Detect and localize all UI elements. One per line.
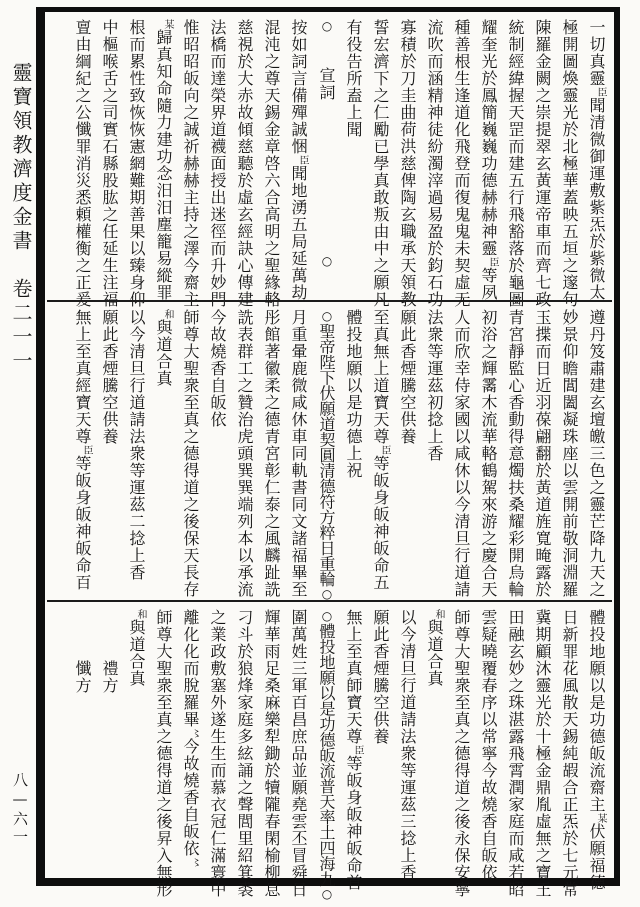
column-text: 聖帝陛下伏願道契圓清德符方粹日重輪 bbox=[317, 323, 336, 587]
text-column bbox=[340, 309, 367, 598]
text-column bbox=[475, 19, 502, 301]
column-text: 惟昭昭皈向之誠祈赫赫主持之澤今齋主 bbox=[181, 19, 200, 308]
column-text: 師尊大聖衆至真之德得道之後保天長存 bbox=[181, 309, 200, 598]
column-text: 宣詞 bbox=[317, 33, 336, 254]
column-text: 至真無上道寶天尊 bbox=[371, 309, 390, 445]
label-chan-fang bbox=[69, 609, 96, 901]
text-column bbox=[177, 19, 204, 308]
text-column bbox=[367, 19, 394, 308]
text-column bbox=[177, 309, 204, 598]
column-text: 聞清微御運敷紫炁於紫微太 bbox=[587, 97, 606, 301]
column-text: 無上至真經寶天尊 bbox=[73, 309, 92, 445]
text-column bbox=[231, 19, 258, 308]
column-text: 冀期顧沐靈光於十極金鼎胤虛無之寶王 bbox=[533, 609, 552, 898]
text-column bbox=[448, 309, 475, 598]
text-column bbox=[421, 19, 448, 308]
column-text: 以今清旦行道請法衆等運茲三捻上香 bbox=[398, 609, 417, 881]
segment-circle-mark: ○ bbox=[320, 254, 334, 268]
column-text: 寡積於刀圭曲荷洪慈俾陶玄職承天領教 bbox=[398, 19, 417, 308]
section-middle bbox=[45, 302, 614, 600]
book-title: 靈寶領教濟度金書 bbox=[9, 62, 33, 254]
text-column bbox=[421, 609, 448, 901]
text-column bbox=[502, 309, 529, 598]
text-column bbox=[258, 309, 285, 598]
column-text: 禮方 bbox=[100, 609, 119, 694]
text-column bbox=[448, 609, 475, 901]
column-text: 慈視於大赤故傾慈聽於虛玄經訣心傳建 bbox=[235, 19, 254, 308]
interlinear-small-note: 〻 bbox=[189, 857, 200, 867]
column-text: 等皈身皈神皈命首 bbox=[344, 755, 363, 891]
column-text: 師尊大聖衆至真之德得道之後昇入無形 bbox=[154, 609, 173, 898]
column-text: 玉揲而日近羽葆翩翻於黃道旌寬晻露於 bbox=[533, 309, 552, 598]
text-column bbox=[231, 609, 258, 901]
segment-circle-mark: ○ bbox=[320, 586, 334, 601]
text-column bbox=[123, 19, 150, 308]
interlinear-small-note: 臣 bbox=[297, 155, 308, 165]
column-text: 種善根生逢道化飛登而復鬼鬼未契虛无 bbox=[452, 19, 471, 308]
text-column bbox=[394, 19, 421, 308]
column-text: 田融玄妙之珠湛露飛霄潤家庭而咸若昭 bbox=[506, 609, 525, 898]
segment-circle-mark: ○ bbox=[320, 609, 334, 623]
segment-circle-mark: ○ bbox=[320, 309, 334, 323]
column-text: 願此香煙騰空供養 bbox=[398, 309, 417, 445]
text-column bbox=[96, 19, 123, 308]
text-column bbox=[394, 309, 421, 598]
text-column bbox=[150, 609, 177, 901]
column-text: 今故燒香自皈依 bbox=[208, 309, 227, 428]
text-column bbox=[231, 309, 258, 598]
column-text: 刁斗於狼烽家庭多絃誦之聲閭里紹箕裘 bbox=[235, 609, 254, 898]
column-text: 願此香煙騰空供養 bbox=[371, 609, 390, 745]
text-column bbox=[312, 609, 340, 901]
interlinear-small-note: 某 bbox=[595, 813, 606, 823]
heading-xuan-ci bbox=[312, 19, 340, 298]
column-text: 體投地願以是功德皈流齋主 bbox=[587, 609, 606, 813]
column-text: 伏願福德 bbox=[587, 823, 606, 891]
column-text: 遵丹笈肅建玄壇皦三色之靈芒降九天之 bbox=[587, 309, 606, 598]
column-text: 人而欣幸侍家國以咸休以今清旦行道請 bbox=[452, 309, 471, 598]
text-column bbox=[583, 309, 610, 598]
column-text: 彤館著徽柔之德青宮彰仁泰之風麟趾詵 bbox=[262, 309, 281, 598]
text-column bbox=[177, 609, 204, 901]
text-column bbox=[556, 609, 583, 901]
column-text: 初浴之輝霱木流華輅鶴駕來游之慶合天 bbox=[479, 309, 498, 598]
column-text: 妙景仰瞻閶闔凝珠座以雲開前敬洞淵羅 bbox=[560, 309, 579, 598]
text-frame bbox=[36, 7, 620, 901]
column-text: 圍萬姓三軍百昌庶品並願堯雲丕冒舜日 bbox=[289, 609, 308, 898]
column-text: 誓宏濟下之仁勵已學真敢叛由中之願凡 bbox=[371, 19, 390, 308]
column-text: 師尊大聖衆至真之德得道之後永保安寧 bbox=[452, 609, 471, 898]
column-text: 混沌之尊天錫金章啓六合高明之聖緣輅 bbox=[262, 19, 281, 308]
column-text: 與道合真 bbox=[425, 619, 444, 687]
interlinear-small-note: 臣 bbox=[81, 445, 92, 455]
column-text: 體投地願以是功德皈流普天率土四海九 bbox=[317, 623, 336, 887]
column-text: 青宮靜監心香動得意燭扶桑耀彩開烏輪 bbox=[506, 309, 525, 598]
text-column bbox=[123, 609, 150, 901]
interlinear-small-note: 〻 bbox=[189, 728, 200, 738]
segment-circle-mark: ○ bbox=[320, 19, 334, 33]
section-top bbox=[45, 12, 614, 308]
section-bottom bbox=[45, 602, 614, 903]
column-text: 耀奎光於鳳簡巍巍功德赫赫神靈 bbox=[479, 19, 498, 257]
text-column bbox=[150, 309, 177, 598]
volume-label: 卷二一一 bbox=[9, 278, 33, 374]
column-text: 一切真靈 bbox=[587, 19, 606, 87]
text-column bbox=[258, 609, 285, 901]
column-text: 詵表群工之贊治虎頭巽巽端列本以承流 bbox=[235, 309, 254, 598]
column-text: 雲疑曉覆春序以常寧今故燒香自皈依 bbox=[479, 609, 498, 881]
column-text: 流吹而涵精神徒紛濁滓過易盈於鈞石功 bbox=[425, 19, 444, 308]
column-text: 等皈身皈神皈命五 bbox=[371, 455, 390, 591]
text-column bbox=[556, 19, 583, 308]
column-text: 今故燒香自皈依 bbox=[181, 738, 200, 857]
text-column bbox=[583, 609, 610, 901]
text-column bbox=[69, 19, 96, 308]
text-column bbox=[475, 309, 502, 598]
text-column bbox=[258, 19, 285, 308]
interlinear-small-note: 臣 bbox=[487, 257, 498, 267]
text-column bbox=[204, 609, 231, 901]
column-text: 體投地願以是功德上祝 bbox=[344, 309, 363, 479]
column-text: 懺方 bbox=[73, 609, 92, 694]
text-column bbox=[204, 19, 231, 308]
page-number-vertical: 八—六一 bbox=[11, 772, 29, 847]
text-column bbox=[475, 609, 502, 901]
text-column bbox=[367, 609, 394, 901]
text-column bbox=[69, 309, 96, 598]
interlinear-small-note: 和 bbox=[135, 609, 146, 619]
text-column bbox=[340, 609, 367, 901]
column-text: 無上至真師寶天尊 bbox=[344, 609, 363, 745]
title-volume-gap bbox=[7, 254, 36, 278]
column-text: 與道合真 bbox=[127, 619, 146, 687]
text-column bbox=[394, 609, 421, 901]
interlinear-small-note: 和 bbox=[162, 309, 173, 319]
column-text: 陳羅金闕之崇提翠玄黃運帝車而齊七政 bbox=[533, 19, 552, 308]
interlinear-small-note: 臣 bbox=[595, 87, 606, 97]
text-column bbox=[583, 19, 610, 301]
column-text: 等皈身皈神皈命百 bbox=[73, 455, 92, 591]
column-text: 按如詞言備殫誠悃 bbox=[289, 19, 308, 155]
column-text: 根而累性致恢恢憲網難期善果以臻身仰 bbox=[127, 19, 146, 308]
column-text: 以今清旦行道請法衆等運茲二捻上香 bbox=[127, 309, 146, 581]
text-column bbox=[285, 19, 312, 301]
text-column bbox=[448, 19, 475, 308]
column-text: 之業政敷塞外遂生生而慕衣冠仁滿寰中 bbox=[208, 609, 227, 898]
column-text: 統制經緯握天罡而建五行飛豁落於龜圖 bbox=[506, 19, 525, 308]
text-column bbox=[150, 19, 177, 301]
text-column bbox=[502, 19, 529, 308]
column-text: 願此香煙騰空供養 bbox=[100, 309, 119, 445]
column-text: 歸真知命隨力建功念汨汨塵籠易縱罪 bbox=[154, 29, 173, 301]
column-text: 法橋而達榮界道襪面授出迷徑而升妙門 bbox=[208, 19, 227, 308]
segment-circle-mark: ○ bbox=[320, 886, 334, 901]
text-column bbox=[529, 19, 556, 308]
text-column bbox=[123, 309, 150, 598]
text-column bbox=[529, 309, 556, 598]
column-text: 法衆等運茲初捻上香 bbox=[425, 309, 444, 462]
column-text: 亶由綱紀之公懺罪消災悉頼權衡之正爰 bbox=[73, 19, 92, 308]
column-text: 等夙 bbox=[479, 267, 498, 301]
label-li-fang bbox=[96, 609, 123, 901]
text-column bbox=[312, 309, 340, 601]
column-text: 有役告所盍上聞 bbox=[344, 19, 363, 138]
column-text: 日新罪花風散天錫純嘏合正炁於七元常 bbox=[560, 609, 579, 898]
column-text: 與道合真 bbox=[154, 319, 173, 387]
text-column bbox=[204, 309, 231, 598]
column-text: 中樞喉舌之司實石縣股肱之任延生注福 bbox=[100, 19, 119, 308]
column-text: 聞地湧五局延萬劫 bbox=[289, 165, 308, 301]
column-text: 輝華雨足桑麻樂犁鋤於犢隴春閑榆柳息 bbox=[262, 609, 281, 898]
column-text: 離化化而脫羅畢 bbox=[181, 609, 200, 728]
interlinear-small-note: 臣 bbox=[379, 445, 390, 455]
text-column bbox=[340, 19, 367, 298]
text-column bbox=[556, 309, 583, 598]
column-text: 月重暈鹿微咸休車同軌書同文諸福畢至 bbox=[289, 309, 308, 598]
interlinear-small-note: 和 bbox=[433, 609, 444, 619]
interlinear-small-note: 某 bbox=[162, 19, 173, 29]
text-column bbox=[96, 309, 123, 598]
text-column bbox=[285, 609, 312, 901]
text-column bbox=[367, 309, 394, 598]
text-column bbox=[285, 309, 312, 598]
interlinear-small-note: 臣 bbox=[352, 745, 363, 755]
book-title-vertical bbox=[7, 62, 36, 852]
text-column bbox=[421, 309, 448, 598]
column-text: 極開圖煥靈光於北極華蓋映五垣之邃句 bbox=[560, 19, 579, 308]
text-column bbox=[502, 609, 529, 901]
text-column bbox=[529, 609, 556, 901]
